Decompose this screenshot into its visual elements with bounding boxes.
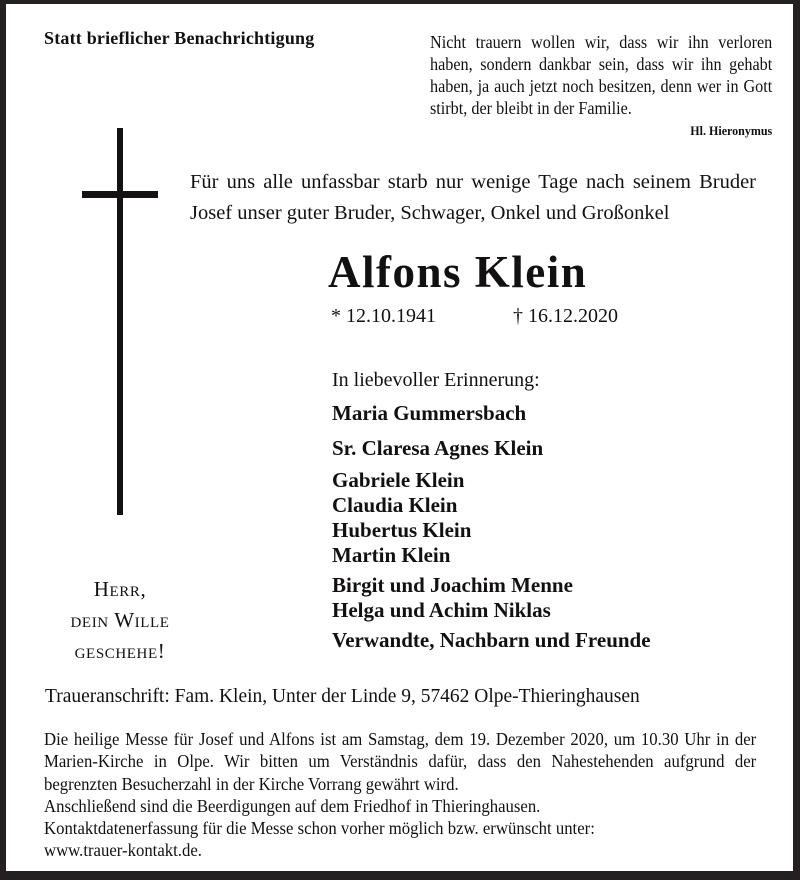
mourner-group (332, 401, 651, 426)
mourner-group (332, 628, 651, 653)
contact-url: www.trauer-kontakt.de. (44, 840, 202, 861)
mourners-heading: In liebevoller Erinnerung: (332, 369, 540, 391)
mourner-group (332, 573, 651, 623)
delivery-note: Statt brieflicher Benachrichtigung (44, 28, 315, 48)
mourners-list (332, 368, 651, 653)
cross-vertical-bar (117, 128, 123, 515)
prayer-line: Herr, (93, 577, 147, 601)
deceased-name: Alfons Klein (328, 247, 588, 297)
mourning-address: Traueranschrift: Fam. Klein, Unter der Linde 9, 57462 Olpe-Thieringhausen (45, 685, 640, 707)
burial-note: Anschließend sind die Beerdigungen auf dem Friedhof in Thieringhausen. (44, 795, 541, 816)
mourner-group (332, 468, 651, 568)
mourner-name: Verwandte, Nachbarn und Freunde (332, 628, 651, 652)
quote-text: Nicht trauern wollen wir, dass wir ihn verloren haben, sondern dankbar sein, dass wir ihn gehabt haben, ja auch jetzt noch besitzen, denn wer in Gott stirbt, der bleibt in der Familie. (430, 32, 773, 118)
mourner-name: Birgit und Joachim Menne (332, 573, 573, 597)
mourner-name: Maria Gummersbach (332, 401, 527, 425)
mourner-name: Hubertus Klein (332, 518, 472, 542)
mourner-name: Gabriele Klein (332, 468, 465, 492)
mourner-group (332, 436, 651, 461)
birth-date: * 12.10.1941 (331, 305, 436, 327)
cross-horizontal-bar (82, 191, 158, 198)
intro-paragraph: Für uns alle unfassbar starb nur wenige Tage nach seinem Bruder Josef unser guter Bruder, Schwager, Onkel und Großonkel (190, 171, 756, 224)
prayer-line: dein Wille (70, 608, 170, 632)
life-dates (331, 305, 618, 328)
mourner-name: Claudia Klein (332, 493, 458, 517)
mourner-name: Sr. Claresa Agnes Klein (332, 436, 544, 460)
contact-note: Kontaktdatenerfassung für die Messe schon vorher möglich bzw. erwünscht unter: (44, 818, 595, 839)
mourner-name: Helga und Achim Niklas (332, 598, 551, 622)
death-date: † 16.12.2020 (513, 305, 618, 327)
service-details-paragraph: Die heilige Messe für Josef und Alfons ist am Samstag, dem 19. Dezember 2020, um 10.30 Uhr in der Marien-Kirche in Olpe. Wir bitten um Verständnis dafür, dass den Nahestehenden aufgrund der begrenzten Besucherzahl in der Kirche Vorrang gewährt wird. (44, 729, 757, 794)
quote-block (430, 31, 772, 139)
mourner-name: Martin Klein (332, 543, 451, 567)
service-details (44, 728, 756, 862)
quote-attribution: Hl. Hieronymus (690, 123, 773, 138)
prayer-text (30, 574, 210, 667)
prayer-line: geschehe! (74, 639, 166, 663)
